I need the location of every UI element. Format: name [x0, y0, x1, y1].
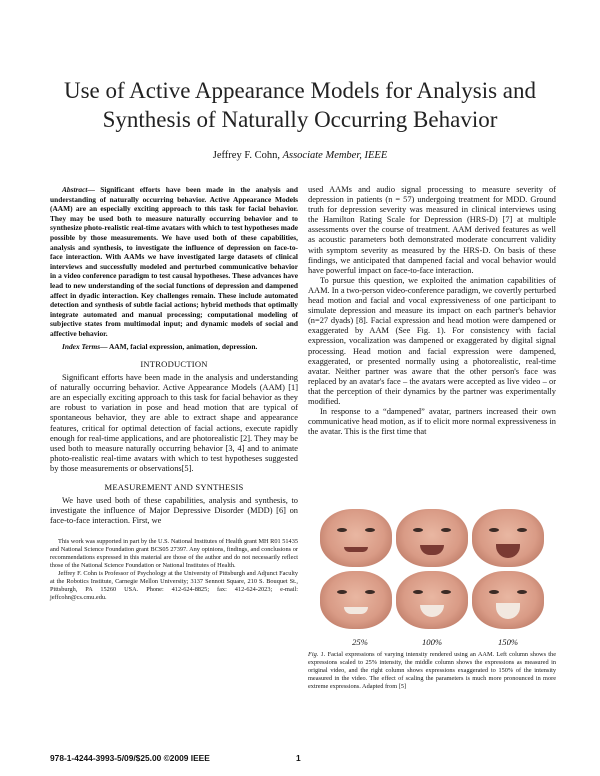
figure-caption — [308, 651, 556, 691]
author-line — [40, 150, 560, 161]
face-150-neutral — [472, 509, 544, 567]
footer-page-number: 1 — [296, 753, 301, 763]
index-terms-label: Index Terms — [62, 341, 101, 351]
right-paragraph-1: used AAMs and audio signal processing to measure severity of depression in patients (n = 57) undergoing treatment for MDD. Ground truth for depression severity was measured in clinical interviews using the Hamilton Rating Scale for Depression (HRS-D) [7] at multiple assessments over the course of treatment. AAM derived features as well as acoustic parameters both demonstrated moderate concurrent validity with symptom severity as measured by the HRS-D. On basis of these findings, we anticipated that dampened facial and vocal behavior would have powerful impact on face-to-face interaction. — [308, 185, 556, 275]
footnote-funding: This work was supported in part by the U.S. National Institutes of Health grant MH R01 51435 and National Science Foundation grant BCS05 27397. Any opinions, findings, and conclusions or recommendations expressed in this material are those of the author and do not necessarily reflect those of the National Science Foundation or National Institutes of Health. — [50, 538, 298, 570]
figure-faces — [318, 507, 544, 631]
paper-title: Use of Active Appearance Models for Analysis and Synthesis of Naturally Occurring Behavior — [63, 78, 537, 132]
face-150-smile — [472, 571, 544, 629]
author-role: Associate Member, IEEE — [282, 150, 388, 161]
index-terms — [50, 342, 298, 352]
intro-paragraph: Significant efforts have been made in the analysis and understanding of naturally occurring behavior. Active Appearance Models (AAM) [1] are an especially exciting approach to this task for facial behavior as they are robust to variation in pose and head motion that are typical of spontaneous behavior, they are able to extract shape and appearance features, critical for optimal detection of facial actions, execute rapidly enough for real-time applications, and are photorealistic [2]. They may be used both to measure naturally occurring behavior [3, 4] and to animate photo-realistic real-time avatars with which to test hypotheses suggested by those measurements or observations[5]. — [50, 373, 298, 473]
figure-label-150: 150% — [497, 637, 519, 647]
footer-isbn: 978-1-4244-3993-5/09/$25.00 ©2009 IEEE — [50, 753, 210, 763]
intro-heading: INTRODUCTION — [140, 359, 208, 370]
abstract — [50, 185, 298, 339]
author-name: Jeffrey F. Cohn, — [212, 150, 280, 161]
figure-label-100: 100% — [421, 637, 443, 647]
measurement-paragraph: We have used both of these capabilities, analysis and synthesis, to investigate the influence of Major Depressive Disorder (MDD) [6] on face-to-face interaction. First, we — [50, 496, 298, 526]
figure-label-25: 25% — [352, 637, 368, 647]
right-column — [308, 185, 556, 437]
index-terms-text: — AAM, facial expression, animation, depression. — [100, 341, 258, 351]
face-25-smile — [320, 571, 392, 629]
footnote-affiliation: Jeffrey F. Cohn is Professor of Psychology at the University of Pittsburgh and Adjunct Faculty at the Robotics Institute, Carnegie Mellon University; 3137 Sennott Square, 210 S. Bouquet St., Pittsburgh, PA 15260 USA. Phone: 412-624-8825; fax: 412-624-2023; e-mail: jeffcohn@cs.cmu.edu. — [50, 570, 298, 602]
abstract-text: — Significant efforts have been made in the analysis and understanding of naturally occurring behavior. Active Appearance Models (AAM) are an especially exciting approach to this task for facial behavior. They may be used both to measure naturally occurring behavior and to synthesize photo-realistic real-time avatars with which to test hypotheses made possible by those measurements. We have used both of these capabilities, analysis and synthesis, to investigate the influence of depression on face-to-face interaction. With AAMs we have investigated large datasets of clinical interviews and successfully modeled and perturbed communicative behavior in a video conference paradigm to test causal hypotheses. These advances have lead to new understanding of the social functions of depression and dampened affect in dyadic interaction. Key challenges remain. These include automated detection and synthesis of subtle facial actions; hybrid methods that optimally integrate automated and manual processing; computational modeling of subjective states from multimodal input; and dynamic models of social and affective behavior. — [50, 185, 298, 338]
left-column — [50, 185, 298, 602]
face-100-smile — [396, 571, 468, 629]
right-paragraph-3: In response to a “dampened” avatar, partners increased their own communicative head motion, as if to elicit more normal expressiveness in the avatar. This is the first time that — [308, 407, 556, 437]
right-paragraph-2: To pursue this question, we exploited the animation capabilities of AAM. In a two-person video-conference paradigm, we covertly perturbed head motion and facial and vocal expressiveness of one participant to simulate depression and measure its impact on each partner's behavior (n=27 dyads) [8]. Facial expression and head motion were dampened or exaggerated by AAM (See Fig. 1). For consistency with facial expression, vocalization was dampened or exaggerated by digital signal processing. Head motion and facial expression were dampened, exaggerated, or presented normally using a photorealistic, real-time avatar. Neither partner was aware that the other person's face was replaced by an avatar's face – the avatars were accepted as live video – or that the perception of their dynamics by the partner was experimentally modified. — [308, 275, 556, 406]
figure-caption-label: Fig. 1. — [308, 651, 326, 658]
face-25-neutral — [320, 509, 392, 567]
figure-caption-text: Facial expressions of varying intensity rendered using an AAM. Left column shows the expressions scaled to 25% intensity, the middle column shows the expressions as measured in original video, and the right column shows expressions exaggerated to 150% of the intensity measured in the video. The effect of scaling the parameters is much more pronounced in more extreme expressions. Adapted from [5] — [308, 651, 556, 690]
face-100-neutral — [396, 509, 468, 567]
measurement-heading: MEASUREMENT AND SYNTHESIS — [104, 482, 244, 493]
abstract-label: Abstract — [62, 185, 88, 194]
